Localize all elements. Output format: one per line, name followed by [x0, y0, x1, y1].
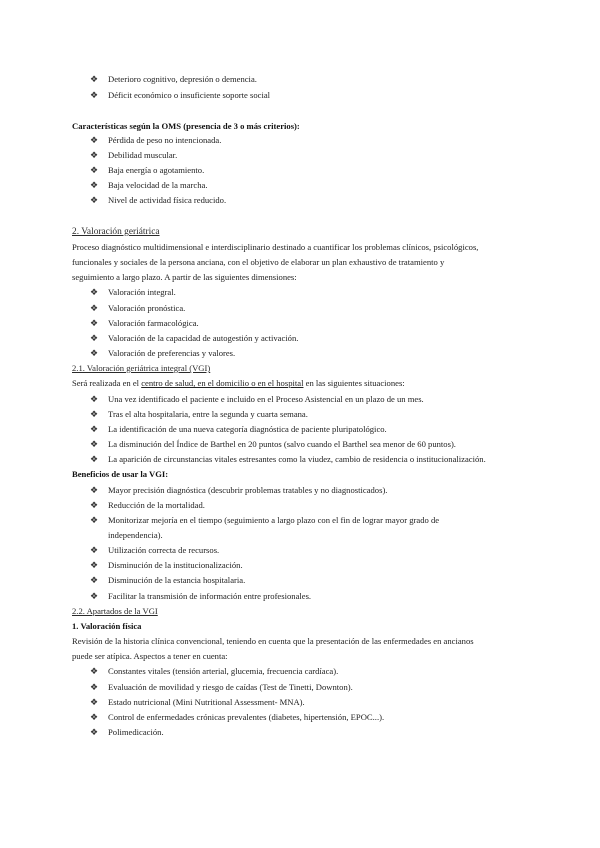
diamond-bullet-icon: ❖ — [90, 195, 99, 205]
paragraph-line: puede ser atípica. Aspectos a tener en cuenta: — [72, 651, 228, 661]
diamond-bullet-icon: ❖ — [90, 591, 99, 601]
diamond-bullet-icon: ❖ — [90, 180, 99, 190]
diamond-bullet-icon: ❖ — [90, 74, 99, 84]
diamond-bullet-icon: ❖ — [90, 90, 99, 100]
diamond-bullet-icon: ❖ — [90, 545, 99, 555]
diamond-bullet-icon: ❖ — [90, 485, 99, 495]
paragraph-line: Revisión de la historia clínica convencional, teniendo en cuenta que la presentación de las enfermedades en ancianos — [72, 636, 474, 646]
diamond-bullet-icon: ❖ — [90, 135, 99, 145]
oms-title: Características según la OMS (presencia de 3 o más criterios): — [72, 121, 300, 131]
diamond-bullet-icon: ❖ — [90, 287, 99, 297]
diamond-bullet-icon: ❖ — [90, 165, 99, 175]
diamond-bullet-icon: ❖ — [90, 682, 99, 692]
diamond-bullet-icon: ❖ — [90, 333, 99, 343]
paragraph-line: funcionales y sociales de la persona anciana, con el objetivo de elaborar un plan exhaustivo de tratamiento y — [72, 257, 445, 267]
diamond-bullet-icon: ❖ — [90, 394, 99, 404]
diamond-bullet-icon: ❖ — [90, 439, 99, 449]
subsection-heading: 2.1. Valoración geriátrica integral (VGI) — [72, 363, 211, 373]
benefits-title: Beneficios de usar la VGI: — [72, 469, 169, 479]
diamond-bullet-icon: ❖ — [90, 318, 99, 328]
diamond-bullet-icon: ❖ — [90, 348, 99, 358]
diamond-bullet-icon: ❖ — [90, 303, 99, 313]
document-page: ❖ Deterioro cognitivo, depresión o demencia. ❖ Déficit económico o insuficiente soporte social Características según la OMS (presencia de 3 o más criterios): ❖ Pérdida de peso no intencionada. ❖ Debilidad muscular. ❖ Baja energía o agotamiento. ❖ Baja velocidad de la marcha. ❖ Nivel de actividad física reducido. 2. Valoración geriátrica Proceso diagnóstico multidimensional e interdisciplinario destinado a cuantificar los problemas clínicos, psicológicos, funcionales y sociales de la persona anciana, con el objetivo de elaborar un plan exhaustivo de tratamiento y seguimiento a largo plazo. A partir de las siguientes dimensiones: ❖ Valoración integral. ❖ Valoración pronóstica. ❖ Valoración farmacológica. ❖ Valoración de la capacidad de autogestión y activación. ❖ Valoración de preferencias y valores. 2.1. Valoración geriátrica integral (VGI) Será realizada en el centro de salud, en el domicilio o en el hospital en las siguientes situaciones: ❖ Una vez identificado el paciente e incluido en el Proceso Asistencial en un plazo de un mes. ❖ Tras el alta hospitalaria, entre la segunda y cuarta semana. ❖ La identificación de una nueva categoría diagnóstica de paciente pluripatológico. ❖ La disminución del Índice de Barthel en 20 puntos (salvo cuando el Barthel sea menor de 60 puntos). ❖ La aparición de circunstancias vitales estresantes como la viudez, cambio de residencia o institucionalización. Beneficios de usar la VGI: ❖ Mayor precisión diagnóstica (descubrir problemas tratables y no diagnosticados). ❖ Reducción de la mortalidad. ❖ Monitorizar mejoría en el tiempo (seguimiento a largo plazo con el fin de lograr mayor grado de independencia). ❖ Utilización correcta de recursos. ❖ Disminución de la institucionalización. ❖ Disminución de la estancia hospitalaria. ❖ Facilitar la transmisión de información entre profesionales. 2.2. Apartados de la VGI 1. Valoración física Revisión de la historia clínica convencional, teniendo en cuenta que la presentación de las enfermedades en ancianos puede ser atípica. Aspectos a tener en cuenta: ❖ Constantes vitales (tensión arterial, glucemia, frecuencia cardíaca). ❖ Evaluación de movilidad y riesgo de caídas (Test de Tinetti, Downton). ❖ Estado nutricional (Mini Nutritional Assessment- MNA). ❖ Control de enfermedades crónicas prevalentes (diabetes, hipertensión, EPOC...). ❖ Polimedicación. — [72, 74, 486, 737]
diamond-bullet-icon: ❖ — [90, 409, 99, 419]
diamond-bullet-icon: ❖ — [90, 712, 99, 722]
paragraph-line: Proceso diagnóstico multidimensional e interdisciplinario destinado a cuantificar los problemas clínicos, psicológicos, — [72, 242, 479, 252]
diamond-bullet-icon: ❖ — [90, 150, 99, 160]
diamond-bullet-icon: ❖ — [90, 697, 99, 707]
diamond-bullet-icon: ❖ — [90, 500, 99, 510]
diamond-bullet-icon: ❖ — [90, 666, 99, 676]
diamond-bullet-icon: ❖ — [90, 560, 99, 570]
paragraph-line: Será realizada en el centro de salud, en el domicilio o en el hospital en las siguientes situaciones: — [72, 378, 405, 388]
diamond-bullet-icon: ❖ — [90, 454, 99, 464]
valoracion-fisica-title: 1. Valoración física — [72, 621, 142, 631]
subsection-heading: 2.2. Apartados de la VGI — [72, 606, 158, 616]
diamond-bullet-icon: ❖ — [90, 424, 99, 434]
diamond-bullet-icon: ❖ — [90, 727, 99, 737]
diamond-bullet-icon: ❖ — [90, 575, 99, 585]
paragraph-line: seguimiento a largo plazo. A partir de las siguientes dimensiones: — [72, 272, 297, 282]
diamond-bullet-icon: ❖ — [90, 515, 99, 525]
section-heading: 2. Valoración geriátrica — [72, 227, 160, 237]
